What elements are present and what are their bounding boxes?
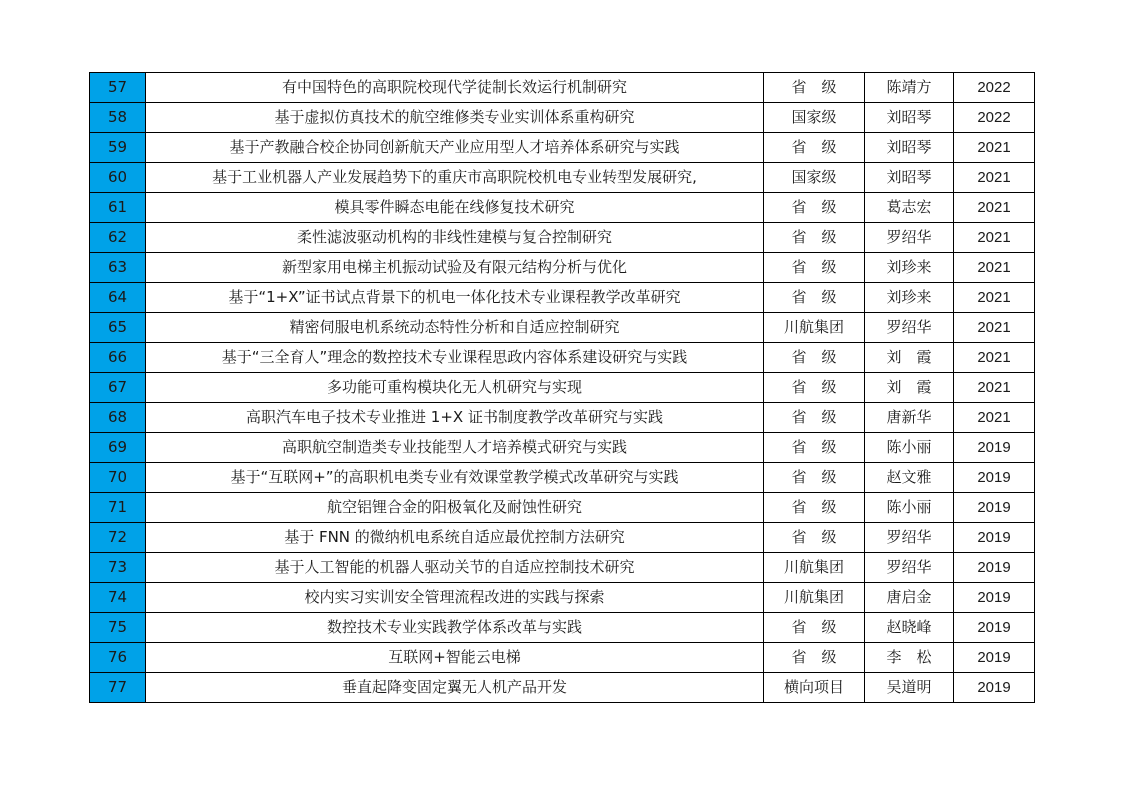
project-leader: 刘 霞 [865, 373, 954, 403]
project-level: 川航集团 [764, 583, 865, 613]
project-level: 省 级 [764, 373, 865, 403]
project-year: 2021 [954, 343, 1035, 373]
project-leader: 吴道明 [865, 673, 954, 703]
row-number: 76 [90, 643, 146, 673]
project-leader: 赵晓峰 [865, 613, 954, 643]
row-number: 73 [90, 553, 146, 583]
project-level: 横向项目 [764, 673, 865, 703]
table-row [90, 673, 1035, 703]
project-level: 省 级 [764, 73, 865, 103]
project-name: 柔性滤波驱动机构的非线性建模与复合控制研究 [146, 223, 764, 253]
project-year: 2021 [954, 163, 1035, 193]
project-name: 数控技术专业实践教学体系改革与实践 [146, 613, 764, 643]
project-leader: 罗绍华 [865, 523, 954, 553]
row-number: 74 [90, 583, 146, 613]
table-row [90, 163, 1035, 193]
project-name: 基于“三全育人”理念的数控技术专业课程思政内容体系建设研究与实践 [146, 343, 764, 373]
project-name: 校内实习实训安全管理流程改进的实践与探索 [146, 583, 764, 613]
project-year: 2021 [954, 373, 1035, 403]
project-year: 2021 [954, 133, 1035, 163]
project-level: 省 级 [764, 133, 865, 163]
project-level: 省 级 [764, 523, 865, 553]
project-leader: 罗绍华 [865, 223, 954, 253]
project-year: 2021 [954, 283, 1035, 313]
table-row [90, 223, 1035, 253]
project-year: 2019 [954, 433, 1035, 463]
project-name: 基于人工智能的机器人驱动关节的自适应控制技术研究 [146, 553, 764, 583]
project-level: 省 级 [764, 223, 865, 253]
table-row [90, 193, 1035, 223]
project-year: 2019 [954, 553, 1035, 583]
project-level: 省 级 [764, 493, 865, 523]
project-year: 2019 [954, 613, 1035, 643]
table-row [90, 313, 1035, 343]
table-row [90, 523, 1035, 553]
project-leader: 唐新华 [865, 403, 954, 433]
project-level: 省 级 [764, 643, 865, 673]
row-number: 58 [90, 103, 146, 133]
project-level: 川航集团 [764, 313, 865, 343]
project-name: 有中国特色的高职院校现代学徒制长效运行机制研究 [146, 73, 764, 103]
project-name: 基于“1+X”证书试点背景下的机电一体化技术专业课程教学改革研究 [146, 283, 764, 313]
project-leader: 陈靖方 [865, 73, 954, 103]
project-year: 2021 [954, 253, 1035, 283]
project-year: 2019 [954, 523, 1035, 553]
project-name: 基于虚拟仿真技术的航空维修类专业实训体系重构研究 [146, 103, 764, 133]
project-name: 基于“互联网+”的高职机电类专业有效课堂教学模式改革研究与实践 [146, 463, 764, 493]
row-number: 64 [90, 283, 146, 313]
project-leader: 刘珍来 [865, 283, 954, 313]
project-leader: 刘珍来 [865, 253, 954, 283]
row-number: 69 [90, 433, 146, 463]
project-name: 互联网+智能云电梯 [146, 643, 764, 673]
table-row [90, 613, 1035, 643]
project-level: 省 级 [764, 253, 865, 283]
project-year: 2021 [954, 223, 1035, 253]
project-year: 2022 [954, 103, 1035, 133]
row-number: 75 [90, 613, 146, 643]
table-row [90, 403, 1035, 433]
row-number: 59 [90, 133, 146, 163]
row-number: 57 [90, 73, 146, 103]
project-year: 2021 [954, 193, 1035, 223]
project-leader: 刘 霞 [865, 343, 954, 373]
project-leader: 罗绍华 [865, 313, 954, 343]
row-number: 71 [90, 493, 146, 523]
project-level: 省 级 [764, 613, 865, 643]
table-row [90, 553, 1035, 583]
project-name: 基于产教融合校企协同创新航天产业应用型人才培养体系研究与实践 [146, 133, 764, 163]
row-number: 62 [90, 223, 146, 253]
row-number: 65 [90, 313, 146, 343]
table-row [90, 73, 1035, 103]
project-name: 模具零件瞬态电能在线修复技术研究 [146, 193, 764, 223]
row-number: 68 [90, 403, 146, 433]
row-number: 70 [90, 463, 146, 493]
research-project-table [89, 72, 1035, 703]
project-level: 省 级 [764, 283, 865, 313]
project-leader: 李 松 [865, 643, 954, 673]
project-name: 多功能可重构模块化无人机研究与实现 [146, 373, 764, 403]
project-name: 基于工业机器人产业发展趋势下的重庆市高职院校机电专业转型发展研究, [146, 163, 764, 193]
project-leader: 葛志宏 [865, 193, 954, 223]
project-name: 高职航空制造类专业技能型人才培养模式研究与实践 [146, 433, 764, 463]
table-row [90, 103, 1035, 133]
row-number: 67 [90, 373, 146, 403]
project-year: 2021 [954, 403, 1035, 433]
row-number: 61 [90, 193, 146, 223]
project-level: 国家级 [764, 163, 865, 193]
project-year: 2019 [954, 673, 1035, 703]
project-year: 2022 [954, 73, 1035, 103]
project-name: 基于 FNN 的微纳机电系统自适应最优控制方法研究 [146, 523, 764, 553]
project-name: 航空铝锂合金的阳极氧化及耐蚀性研究 [146, 493, 764, 523]
table-row [90, 583, 1035, 613]
project-leader: 刘昭琴 [865, 103, 954, 133]
project-level: 省 级 [764, 433, 865, 463]
project-level: 国家级 [764, 103, 865, 133]
table-row [90, 253, 1035, 283]
project-leader: 罗绍华 [865, 553, 954, 583]
project-level: 省 级 [764, 463, 865, 493]
project-level: 川航集团 [764, 553, 865, 583]
row-number: 66 [90, 343, 146, 373]
project-year: 2019 [954, 643, 1035, 673]
project-year: 2019 [954, 463, 1035, 493]
table-row [90, 433, 1035, 463]
project-year: 2019 [954, 583, 1035, 613]
row-number: 60 [90, 163, 146, 193]
project-leader: 陈小丽 [865, 433, 954, 463]
document-page [89, 72, 1034, 703]
table-body [90, 73, 1035, 703]
table-row [90, 133, 1035, 163]
table-row [90, 463, 1035, 493]
table-row [90, 493, 1035, 523]
project-year: 2019 [954, 493, 1035, 523]
row-number: 77 [90, 673, 146, 703]
row-number: 63 [90, 253, 146, 283]
table-row [90, 283, 1035, 313]
project-name: 新型家用电梯主机振动试验及有限元结构分析与优化 [146, 253, 764, 283]
project-level: 省 级 [764, 193, 865, 223]
project-leader: 刘昭琴 [865, 163, 954, 193]
project-leader: 唐启金 [865, 583, 954, 613]
project-name: 垂直起降变固定翼无人机产品开发 [146, 673, 764, 703]
table-row [90, 373, 1035, 403]
project-leader: 刘昭琴 [865, 133, 954, 163]
project-leader: 赵文雅 [865, 463, 954, 493]
project-leader: 陈小丽 [865, 493, 954, 523]
project-year: 2021 [954, 313, 1035, 343]
table-row [90, 343, 1035, 373]
project-level: 省 级 [764, 343, 865, 373]
project-name: 精密伺服电机系统动态特性分析和自适应控制研究 [146, 313, 764, 343]
project-level: 省 级 [764, 403, 865, 433]
project-name: 高职汽车电子技术专业推进 1+X 证书制度教学改革研究与实践 [146, 403, 764, 433]
table-row [90, 643, 1035, 673]
row-number: 72 [90, 523, 146, 553]
